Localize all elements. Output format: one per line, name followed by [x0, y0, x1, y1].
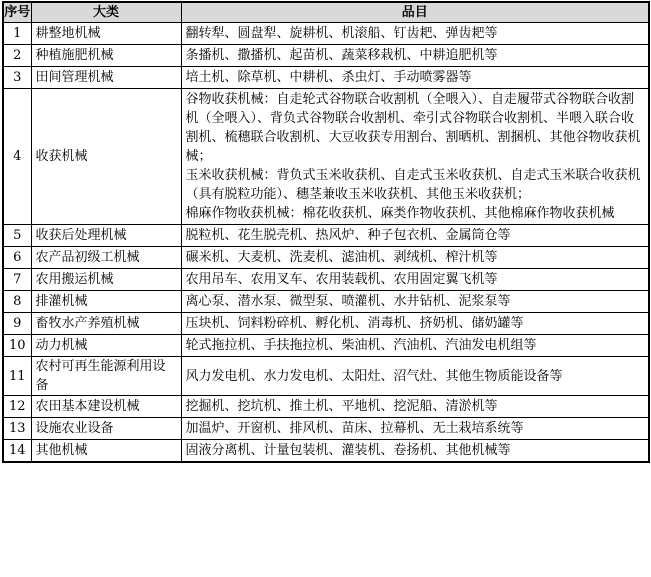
- row-number: 11: [3, 357, 31, 396]
- row-category: 收获机械: [31, 89, 181, 225]
- row-category: 农村可再生能源利用设备: [31, 357, 181, 396]
- item-paragraph: 谷物收获机械：自走轮式谷物联合收割机（全喂入）、自走履带式谷物联合收割机（全喂入）、背负式谷物联合收割机、牵引式谷物联合收割机、半喂入联合收割机、梳穗联合收割机、大豆收获专用割台、割晒机、割捆机、其他谷物收获机械；: [185, 92, 641, 164]
- row-items: [181, 89, 649, 225]
- row-items: [181, 269, 649, 291]
- row-category: 设施农业设备: [31, 418, 181, 440]
- row-category: 畜牧水产养殖机械: [31, 313, 181, 335]
- row-items: [181, 23, 649, 45]
- table-row: [3, 247, 649, 269]
- item-paragraph: 玉米收获机械：背负式玉米收获机、自走式玉米收获机、自走式玉米联合收获机（具有脱粒功能）、穗茎兼收玉米收获机、其他玉米收获机；: [185, 168, 641, 202]
- table-row: [3, 418, 649, 440]
- row-category: 排灌机械: [31, 291, 181, 313]
- table-row: [3, 335, 649, 357]
- item-paragraph: 棉麻作物收获机械：棉花收获机、麻类作物收获机、其他棉麻作物收获机械: [185, 206, 615, 221]
- row-items: [181, 357, 649, 396]
- row-items: [181, 291, 649, 313]
- row-category: 收获后处理机械: [31, 225, 181, 247]
- row-number: 13: [3, 418, 31, 440]
- table-row: [3, 225, 649, 247]
- row-number: 4: [3, 89, 31, 225]
- table-row: [3, 396, 649, 418]
- row-number: 5: [3, 225, 31, 247]
- table-row: [3, 291, 649, 313]
- table-row: [3, 440, 649, 463]
- row-category: 耕整地机械: [31, 23, 181, 45]
- item-paragraph: 加温炉、开窗机、排风机、苗床、拉幕机、无土栽培系统等: [185, 421, 524, 436]
- item-paragraph: 培土机、除草机、中耕机、杀虫灯、手动喷雾器等: [185, 70, 472, 85]
- row-category: 农产品初级工机械: [31, 247, 181, 269]
- row-number: 12: [3, 396, 31, 418]
- table-header-row: [3, 2, 649, 23]
- row-category: 农用搬运机械: [31, 269, 181, 291]
- row-category: 农田基本建设机械: [31, 396, 181, 418]
- row-number: 1: [3, 23, 31, 45]
- item-paragraph: 翻转犁、圆盘犁、旋耕机、机滚船、钉齿耙、弹齿耙等: [185, 26, 498, 41]
- row-category: 其他机械: [31, 440, 181, 463]
- row-number: 8: [3, 291, 31, 313]
- item-paragraph: 固液分离机、计量包装机、灌装机、卷扬机、其他机械等: [185, 443, 511, 458]
- row-items: [181, 335, 649, 357]
- header-category: 大类: [31, 2, 181, 23]
- table-row: [3, 67, 649, 89]
- item-paragraph: 条播机、撒播机、起苗机、蔬菜移栽机、中耕追肥机等: [185, 48, 498, 63]
- item-paragraph: 碾米机、大麦机、洗麦机、滤油机、剥绒机、榨汁机等: [185, 250, 498, 265]
- header-items: 品目: [181, 2, 649, 23]
- row-items: [181, 418, 649, 440]
- row-items: [181, 67, 649, 89]
- item-paragraph: 脱粒机、花生脱壳机、热风炉、种子包衣机、金属筒仓等: [185, 228, 511, 243]
- item-paragraph: 离心泵、潜水泵、微型泵、喷灌机、水井钻机、泥浆泵等: [185, 294, 511, 309]
- row-category: 动力机械: [31, 335, 181, 357]
- item-paragraph: 风力发电机、水力发电机、太阳灶、沼气灶、其他生物质能设备等: [185, 368, 563, 384]
- item-paragraph: 农用吊车、农用叉车、农用装载机、农用固定翼飞机等: [185, 272, 498, 287]
- row-items: [181, 313, 649, 335]
- table-row: [3, 89, 649, 225]
- item-paragraph: 轮式拖拉机、手扶拖拉机、柴油机、汽油机、汽油发电机组等: [185, 338, 537, 353]
- table-row: [3, 269, 649, 291]
- row-items: [181, 225, 649, 247]
- row-category: 田间管理机械: [31, 67, 181, 89]
- row-number: 9: [3, 313, 31, 335]
- header-no: 序号: [3, 2, 31, 23]
- row-number: 14: [3, 440, 31, 463]
- row-number: 10: [3, 335, 31, 357]
- table-body: [3, 23, 649, 463]
- row-number: 6: [3, 247, 31, 269]
- row-items: [181, 247, 649, 269]
- row-number: 3: [3, 67, 31, 89]
- row-number: 2: [3, 45, 31, 67]
- row-items: [181, 440, 649, 463]
- item-paragraph: 压块机、饲料粉碎机、孵化机、消毒机、挤奶机、储奶罐等: [185, 316, 524, 331]
- table-row: [3, 23, 649, 45]
- table-row: [3, 45, 649, 67]
- table-row: [3, 313, 649, 335]
- row-number: 7: [3, 269, 31, 291]
- machinery-table: [2, 1, 650, 463]
- row-items: [181, 45, 649, 67]
- row-category: 种植施肥机械: [31, 45, 181, 67]
- table-row: [3, 357, 649, 396]
- row-items: [181, 396, 649, 418]
- item-paragraph: 挖掘机、挖坑机、推土机、平地机、挖泥船、清淤机等: [185, 399, 498, 414]
